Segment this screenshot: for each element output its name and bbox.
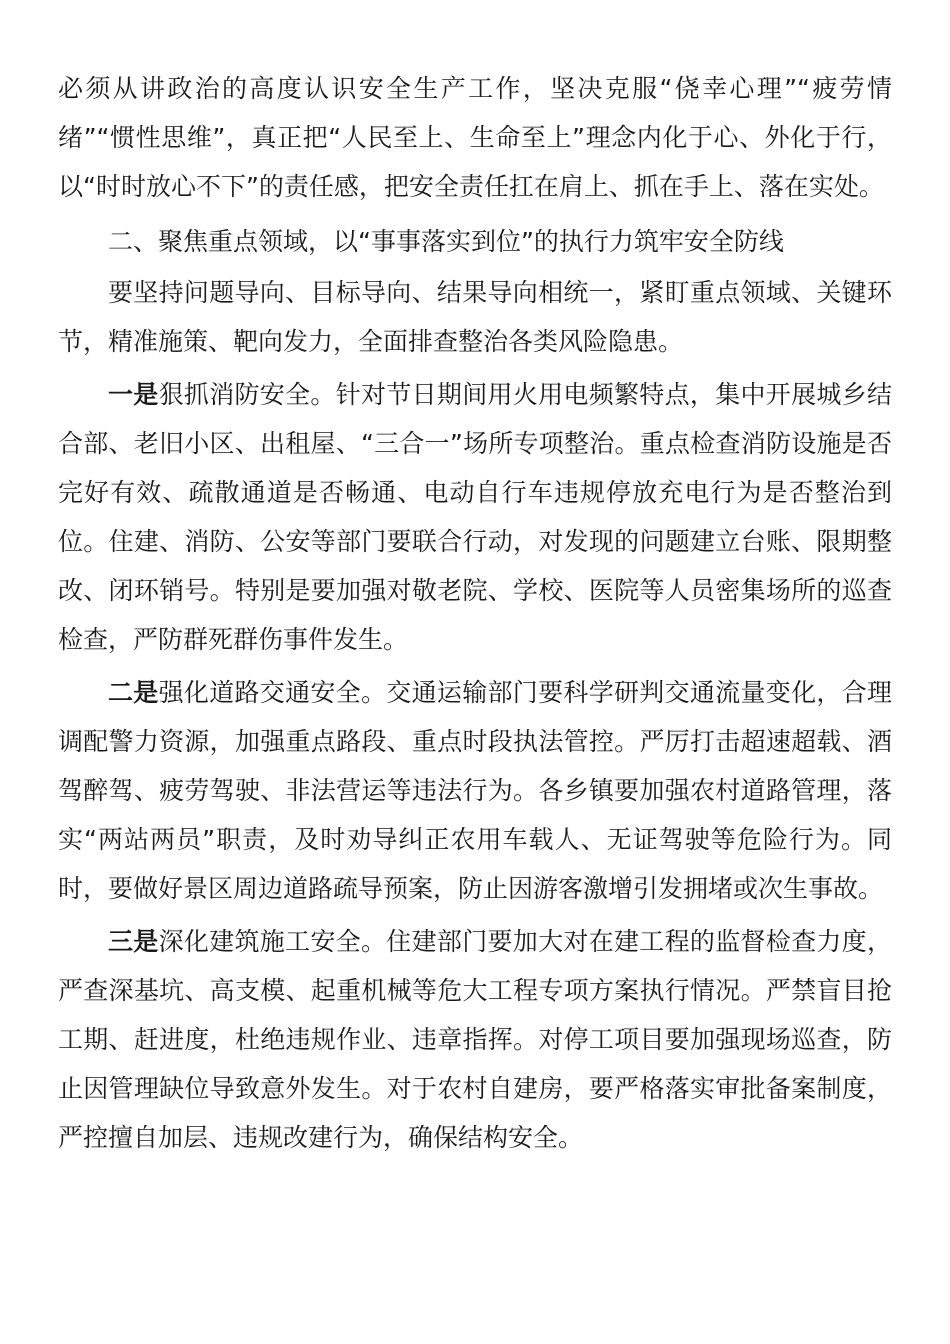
paragraph-intro <box>58 64 892 211</box>
paragraph-text: 必须从讲政治的高度认识安全生产工作，坚决克服“侥幸心理”“疲劳情绪”“惯性思维”，真正把“人民至上、生命至上”理念内化于心、外化于行，以“时时放心不下”的责任感，把安全责任扛在肩上、抓在手上、落在实处。 <box>58 74 892 201</box>
paragraph-text: 强化道路交通安全。交通运输部门要科学研判交通流量变化，合理调配警力资源，加强重点路段、重点时段执法管控。严厉打击超速超载、酒驾醉驾、疲劳驾驶、非法营运等违法行为。各乡镇要加强农村道路管理，落实“两站两员”职责，及时劝导纠正农用车载人、无证驾驶等危险行为。同时，要做好景区周边道路疏导预案，防止因游客激增引发拥堵或次生事故。 <box>58 678 892 903</box>
paragraph-road-safety <box>58 668 892 913</box>
paragraph-lead: 一是 <box>108 380 159 409</box>
paragraph-section-intro <box>58 268 892 366</box>
paragraph-text: 要坚持问题导向、目标导向、结果导向相统一，紧盯重点领域、关键环节，精准施策、靶向发力，全面排查整治各类风险隐患。 <box>58 278 892 356</box>
document-page <box>58 64 892 1162</box>
paragraph-lead: 三是 <box>108 927 159 956</box>
paragraph-text: 狠抓消防安全。针对节日期间用火用电频繁特点，集中开展城乡结合部、老旧小区、出租屋、“三合一”场所专项整治。重点检查消防设施是否完好有效、疏散通道是否畅通、电动自行车违规停放充电行为是否整治到位。住建、消防、公安等部门要联合行动，对发现的问题建立台账、限期整改、闭环销号。特别是要加强对敬老院、学校、医院等人员密集场所的巡查检查，严防群死群伤事件发生。 <box>58 380 892 654</box>
paragraph-fire-safety <box>58 370 892 664</box>
section-heading <box>58 217 892 266</box>
paragraph-text: 深化建筑施工安全。住建部门要加大对在建工程的监督检查力度，严查深基坑、高支模、起重机械等危大工程专项方案执行情况。严禁盲目抢工期、赶进度，杜绝违规作业、违章指挥。对停工项目要加强现场巡查，防止因管理缺位导致意外发生。对于农村自建房，要严格落实审批备案制度，严控擅自加层、违规改建行为，确保结构安全。 <box>58 927 892 1152</box>
paragraph-lead: 二是 <box>108 678 159 707</box>
paragraph-construction-safety <box>58 917 892 1162</box>
section-heading-text: 二、聚焦重点领域，以“事事落实到位”的执行力筑牢安全防线 <box>108 227 784 256</box>
